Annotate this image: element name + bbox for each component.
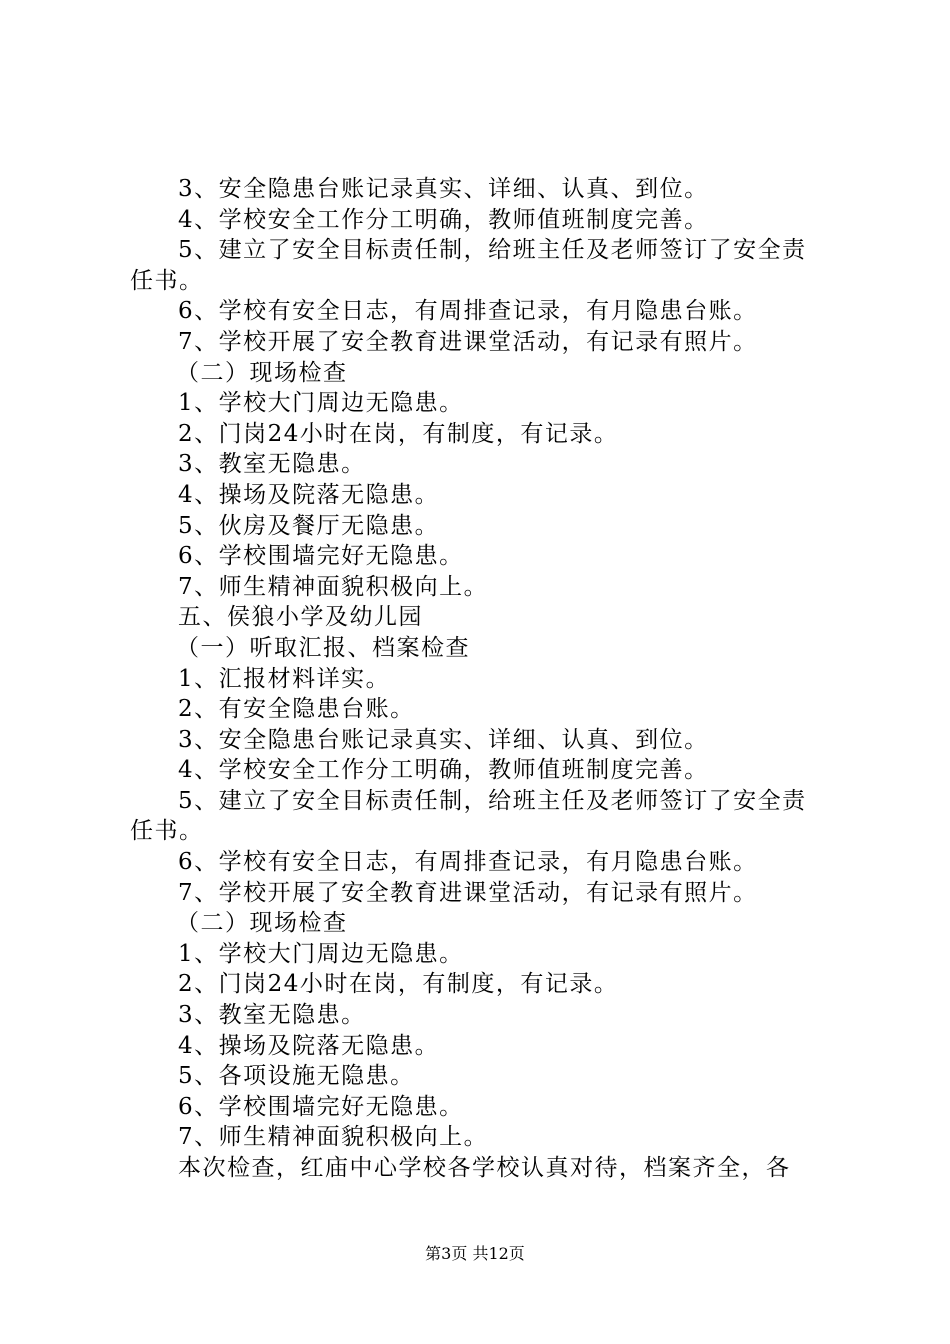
list-item: 6、学校有安全日志，有周排查记录，有月隐患台账。 <box>178 298 758 325</box>
document-body <box>130 174 835 1184</box>
list-item: 6、学校围墙完好无隐患。 <box>178 1093 464 1120</box>
list-item: 4、学校安全工作分工明确，教师值班制度完善。 <box>178 206 709 233</box>
list-item: 6、学校有安全日志，有周排查记录，有月隐患台账。 <box>178 849 758 876</box>
list-item: 1、学校大门周边无隐患。 <box>178 390 464 417</box>
list-item-continuation: 任书。 <box>130 818 204 845</box>
list-item: 3、安全隐患台账记录真实、详细、认真、到位。 <box>178 726 709 753</box>
list-item: 2、有安全隐患台账。 <box>178 696 415 723</box>
list-item: 4、操场及院落无隐患。 <box>178 1032 440 1059</box>
section-heading: （一）听取汇报、档案检查 <box>176 634 470 661</box>
list-item: 5、建立了安全目标责任制，给班主任及老师签订了安全责 <box>178 237 807 264</box>
chapter-heading: 五、侯狼小学及幼儿园 <box>178 604 423 631</box>
list-item: 3、教室无隐患。 <box>178 1002 366 1029</box>
list-item: 4、学校安全工作分工明确，教师值班制度完善。 <box>178 757 709 784</box>
list-item: 5、建立了安全目标责任制，给班主任及老师签订了安全责 <box>178 787 807 814</box>
list-item: 3、教室无隐患。 <box>178 451 366 478</box>
section-heading: （二）现场检查 <box>176 359 348 386</box>
list-item: 1、汇报材料详实。 <box>178 665 391 692</box>
list-item: 5、各项设施无隐患。 <box>178 1063 415 1090</box>
list-item: 3、安全隐患台账记录真实、详细、认真、到位。 <box>178 176 709 202</box>
list-item: 5、伙房及餐厅无隐患。 <box>178 512 440 539</box>
list-item: 6、学校围墙完好无隐患。 <box>178 543 464 570</box>
list-item-continuation: 任书。 <box>130 267 204 294</box>
section-heading: （二）现场检查 <box>176 910 348 937</box>
list-item: 1、学校大门周边无隐患。 <box>178 940 464 967</box>
list-item: 7、学校开展了安全教育进课堂活动，有记录有照片。 <box>178 879 758 906</box>
list-item: 7、师生精神面貌积极向上。 <box>178 1124 489 1151</box>
list-item: 2、门岗24小时在岗，有制度，有记录。 <box>178 420 619 447</box>
list-item: 2、门岗24小时在岗，有制度，有记录。 <box>178 971 619 998</box>
list-item: 4、操场及院落无隐患。 <box>178 481 440 508</box>
page-number: 第3页 共12页 <box>425 1244 525 1263</box>
list-item: 7、师生精神面貌积极向上。 <box>178 573 489 600</box>
list-item: 7、学校开展了安全教育进课堂活动，有记录有照片。 <box>178 328 758 355</box>
paragraph: 本次检查，红庙中心学校各学校认真对待，档案齐全，各 <box>178 1155 791 1181</box>
